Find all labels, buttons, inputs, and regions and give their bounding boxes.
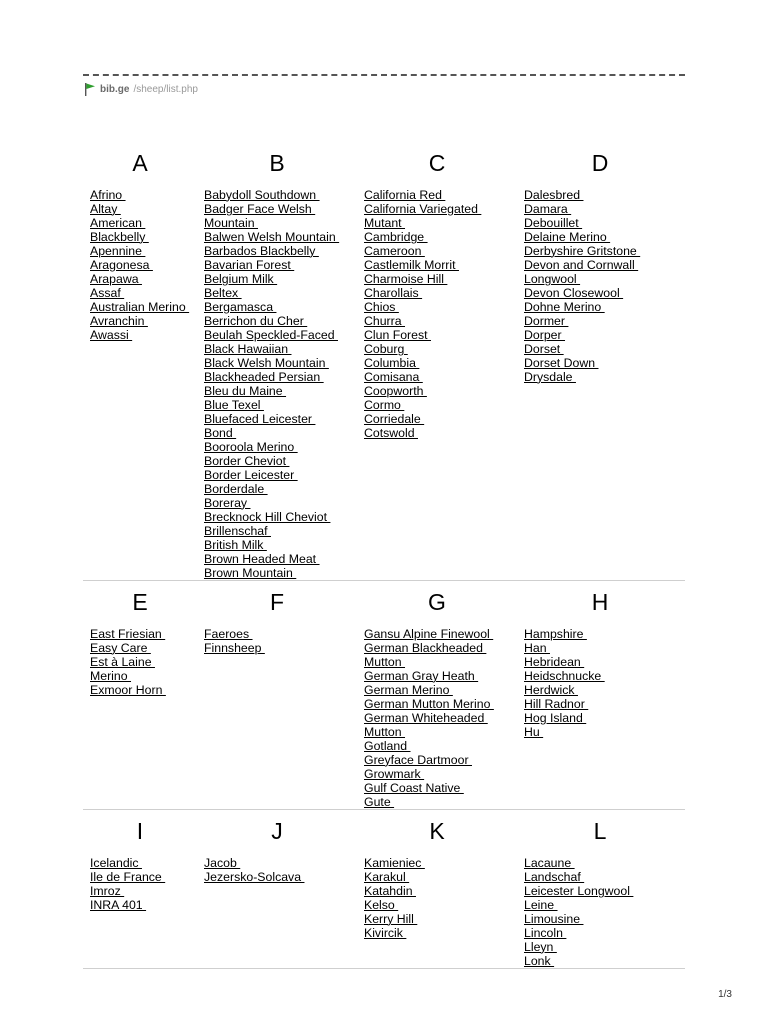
list-item [204,272,339,286]
breed-link[interactable]: Devon and Cornwall [524,258,639,272]
page-number: 1/3 [718,989,732,1000]
section-divider [83,809,685,810]
list-item [364,627,494,641]
list-item [204,216,339,230]
list-item [90,244,189,258]
list-item [524,202,640,216]
breed-list-j [204,856,304,884]
breed-link[interactable]: Gute [364,795,395,809]
letter-heading-h: H [591,589,609,615]
list-item [524,216,640,230]
list-item [364,697,494,711]
list-item [204,384,339,398]
list-item [364,384,481,398]
list-item [364,230,481,244]
list-item [524,884,633,898]
url-path: /sheep/list.php [133,83,198,95]
breed-link[interactable]: Kerry Hill [364,912,418,926]
breed-link[interactable]: Hampshire [524,627,587,641]
list-item [204,286,339,300]
list-item [90,300,189,314]
breed-link[interactable]: American [90,216,146,230]
list-item [204,412,339,426]
breed-link[interactable]: Dorper [524,328,566,342]
breed-link[interactable]: Brown Headed Meat [204,552,320,566]
breed-link[interactable]: Delaine Merino [524,230,611,244]
breed-link[interactable]: Afrino [90,188,126,202]
breed-link[interactable]: Leine [524,898,558,912]
breed-link[interactable]: Mutton [364,655,406,669]
list-item [364,926,425,940]
list-item [90,314,189,328]
breed-link[interactable]: Awassi [90,328,133,342]
breed-link[interactable]: Dorset [524,342,564,356]
breed-link[interactable]: Bleu du Maine [204,384,287,398]
breed-link[interactable]: Beulah Speckled-Faced [204,328,338,342]
breed-link[interactable]: Exmoor Horn [90,683,166,697]
breed-link[interactable]: Charmoise Hill [364,272,448,286]
list-item [204,482,339,496]
list-item [90,627,166,641]
list-item [524,272,640,286]
breed-link[interactable]: Gulf Coast Native [364,781,464,795]
breed-link[interactable]: California Red [364,188,446,202]
breed-link[interactable]: Mutton [364,725,406,739]
list-item [364,216,481,230]
list-item [364,856,425,870]
list-item [90,272,189,286]
list-item [524,697,605,711]
section-divider [83,968,685,969]
breed-link[interactable]: Herdwick [524,683,578,697]
breed-link[interactable]: Hog Island [524,711,587,725]
breed-link[interactable]: Heidschnucke [524,669,605,683]
list-item [364,356,481,370]
list-item [524,300,640,314]
list-item [364,711,494,725]
breed-link[interactable]: Jezersko-Solcava [204,870,305,884]
list-item [364,795,494,809]
breed-link[interactable]: Cormo [364,398,405,412]
breed-link[interactable]: Landschaf [524,870,585,884]
list-item [90,258,189,272]
breed-link[interactable]: Apennine [90,244,146,258]
list-item [364,912,425,926]
breed-link[interactable]: Debouillet [524,216,583,230]
breed-link[interactable]: Merino [90,669,132,683]
list-item [364,655,494,669]
list-item [204,552,339,566]
list-item [364,683,494,697]
list-item [364,898,425,912]
breed-link[interactable]: Mountain [204,216,259,230]
list-item [204,258,339,272]
breed-link[interactable]: German Mutton Merino [364,697,494,711]
list-item [364,314,481,328]
list-item [364,781,494,795]
breed-link[interactable]: Devon Closewool [524,286,624,300]
breed-link[interactable]: Easy Care [90,641,151,655]
list-item [90,328,189,342]
list-item [204,230,339,244]
breed-link[interactable]: Est à Laine [90,655,155,669]
breed-link[interactable]: Imroz [90,884,125,898]
list-item [524,954,633,968]
breed-link[interactable]: Corriedale [364,412,425,426]
breed-link[interactable]: Bavarian Forest [204,258,295,272]
breed-link[interactable]: Lincoln [524,926,567,940]
breed-link[interactable]: Badger Face Welsh [204,202,316,216]
breed-list-a [90,188,189,342]
breed-link[interactable]: Icelandic [90,856,142,870]
list-item [364,300,481,314]
breed-link[interactable]: Kivircik [364,926,407,940]
list-item [204,468,339,482]
list-item [524,342,640,356]
breed-link[interactable]: Hebridean [524,655,585,669]
list-item [204,538,339,552]
list-item [90,655,166,669]
breed-link[interactable]: Assaf [90,286,125,300]
breed-link[interactable]: Beltex [204,286,242,300]
list-item [364,342,481,356]
breed-link[interactable]: Blackheaded Persian [204,370,324,384]
breed-link[interactable]: California Variegated [364,202,482,216]
list-item [204,188,339,202]
list-item [204,202,339,216]
list-item [524,870,633,884]
list-item [204,244,339,258]
breed-link[interactable]: Leicester Longwool [524,884,634,898]
breed-link[interactable]: Chios [364,300,399,314]
list-item [364,258,481,272]
letter-heading-d: D [591,150,609,176]
breed-link[interactable]: Greyface Dartmoor [364,753,472,767]
list-item [524,912,633,926]
list-item [364,739,494,753]
breed-link[interactable]: Berrichon du Cher [204,314,308,328]
breed-link[interactable]: Limousine [524,912,584,926]
list-item [524,188,640,202]
list-item [524,725,605,739]
breed-link[interactable]: Karakul [364,870,410,884]
list-item [204,440,339,454]
breed-link[interactable]: Columbia [364,356,420,370]
list-item [204,426,339,440]
breed-list-l [524,856,633,968]
breed-list-i [90,856,165,912]
breed-link[interactable]: Altay [90,202,121,216]
breed-link[interactable]: Border Cheviot [204,454,290,468]
breed-link[interactable]: German Merino [364,683,453,697]
list-item [524,230,640,244]
list-item [90,898,165,912]
breed-link[interactable]: Dormer [524,314,569,328]
letter-heading-a: A [132,150,148,176]
breed-link[interactable]: Castlemilk Morrit [364,258,459,272]
breed-link[interactable]: Blackbelly [90,230,149,244]
list-item [364,426,481,440]
letter-heading-k: K [429,818,445,844]
list-item [204,314,339,328]
list-item [204,356,339,370]
breed-link[interactable]: Balwen Welsh Mountain [204,230,340,244]
breed-link[interactable]: Dohne Merino [524,300,605,314]
breed-list-b [204,188,339,580]
breed-link[interactable]: Han [524,641,550,655]
breed-link[interactable]: Cameroon [364,244,425,258]
list-item [524,244,640,258]
section-divider [83,580,685,581]
breed-link[interactable]: Lonk [524,954,555,968]
list-item [364,870,425,884]
breed-list-e [90,627,166,697]
breed-link[interactable]: Growmark [364,767,425,781]
list-item [90,884,165,898]
breed-link[interactable]: German Whiteheaded [364,711,488,725]
breed-link[interactable]: Brillenschaf [204,524,271,538]
list-item [364,725,494,739]
list-item [364,767,494,781]
list-item [90,856,165,870]
list-item [364,202,481,216]
list-item [364,370,481,384]
list-item [90,683,166,697]
breed-link[interactable]: Longwool [524,272,581,286]
list-item [524,314,640,328]
list-item [204,370,339,384]
breed-link[interactable]: Jacob [204,856,241,870]
breed-link[interactable]: Churra [364,314,406,328]
breed-link[interactable]: East Friesian [90,627,166,641]
breed-link[interactable]: Lleyn [524,940,557,954]
list-item [364,328,481,342]
list-item [524,940,633,954]
breed-link[interactable]: Barbados Blackbelly [204,244,319,258]
list-item [204,856,304,870]
breed-link[interactable]: Cambridge [364,230,428,244]
breed-link[interactable]: British Milk [204,538,267,552]
breed-link[interactable]: Dorset Down [524,356,599,370]
breed-link[interactable]: Bond [204,426,237,440]
letter-heading-j: J [271,818,283,844]
list-item [524,655,605,669]
letter-heading-l: L [593,818,607,844]
list-item [90,641,166,655]
breed-list-d [524,188,640,384]
list-item [204,454,339,468]
letter-heading-b: B [269,150,285,176]
breed-list-h [524,627,605,739]
list-item [90,230,189,244]
list-item [364,188,481,202]
list-item [90,202,189,216]
list-item [524,669,605,683]
breed-list-k [364,856,425,940]
list-item [204,627,265,641]
list-item [524,328,640,342]
list-item [204,566,339,580]
list-item [90,286,189,300]
list-item [524,683,605,697]
list-item [524,926,633,940]
list-item [524,641,605,655]
list-item [204,398,339,412]
breed-link[interactable]: Hu [524,725,544,739]
breed-link[interactable]: Katahdin [364,884,416,898]
letter-heading-f: F [269,589,285,615]
list-item [204,524,339,538]
list-item [204,641,265,655]
list-item [524,286,640,300]
breed-link[interactable]: Boreray [204,496,251,510]
breed-link[interactable]: Charollais [364,286,423,300]
breed-link[interactable]: Faeroes [204,627,253,641]
breed-link[interactable]: Black Hawaiian [204,342,292,356]
breed-link[interactable]: Booroola Merino [204,440,298,454]
list-item [524,856,633,870]
list-item [204,496,339,510]
list-item [364,884,425,898]
list-item [204,342,339,356]
breed-link[interactable]: Derbyshire Gritstone [524,244,641,258]
breed-link[interactable]: Avranchin [90,314,148,328]
green-flag-icon [84,83,96,96]
list-item [364,753,494,767]
breed-link[interactable]: Blue Texel [204,398,264,412]
url-domain: bib.ge [100,83,130,95]
breed-link[interactable]: Lacaune [524,856,575,870]
list-item [364,641,494,655]
top-dashed-rule [83,74,685,76]
breed-link[interactable]: Comisana [364,370,423,384]
list-item [90,216,189,230]
breed-link[interactable]: Kamieniec [364,856,425,870]
breed-link[interactable]: Gansu Alpine Finewool [364,627,494,641]
list-item [524,370,640,384]
breed-link[interactable]: Coburg [364,342,408,356]
list-item [90,188,189,202]
list-item [524,356,640,370]
list-item [364,398,481,412]
list-item [524,258,640,272]
list-item [204,870,304,884]
breed-link[interactable]: Belgium Milk [204,272,278,286]
list-item [364,244,481,258]
list-item [364,669,494,683]
letter-heading-i: I [136,818,144,844]
breed-link[interactable]: Australian Merino [90,300,190,314]
breed-link[interactable]: Damara [524,202,572,216]
letter-heading-c: C [428,150,446,176]
list-item [204,510,339,524]
list-item [524,627,605,641]
breed-link[interactable]: Mutant [364,216,406,230]
breed-link[interactable]: Border Leicester [204,468,298,482]
breed-link[interactable]: Kelso [364,898,399,912]
breed-link[interactable]: Gotland [364,739,411,753]
breed-link[interactable]: Bluefaced Leicester [204,412,316,426]
breed-link[interactable]: Finnsheep [204,641,265,655]
breed-link[interactable]: Drysdale [524,370,576,384]
breed-link[interactable]: Ile de France [90,870,166,884]
breed-link[interactable]: Dalesbred [524,188,584,202]
breed-list-f [204,627,265,655]
breed-link[interactable]: Brecknock Hill Cheviot [204,510,331,524]
breed-link[interactable]: German Blackheaded [364,641,487,655]
breed-link[interactable]: Coopworth [364,384,427,398]
breed-link[interactable]: Black Welsh Mountain [204,356,329,370]
list-item [204,328,339,342]
list-item [524,898,633,912]
breed-link[interactable]: Hill Radnor [524,697,589,711]
breed-link[interactable]: Brown Mountain [204,566,297,580]
breed-link[interactable]: Bergamasca [204,300,277,314]
list-item [364,286,481,300]
breed-link[interactable]: German Gray Heath [364,669,479,683]
breed-link[interactable]: Cotswold [364,426,418,440]
breed-link[interactable]: Arapawa [90,272,142,286]
breed-link[interactable]: Babydoll Southdown [204,188,320,202]
breed-list-c [364,188,481,440]
list-item [90,669,166,683]
list-item [204,300,339,314]
breed-link[interactable]: INRA 401 [90,898,147,912]
source-url[interactable] [84,82,198,96]
list-item [524,711,605,725]
breed-link[interactable]: Borderdale [204,482,268,496]
list-item [364,272,481,286]
list-item [364,412,481,426]
breed-list-g [364,627,494,809]
letter-heading-g: G [428,589,446,615]
breed-link[interactable]: Aragonesa [90,258,153,272]
letter-heading-e: E [132,589,148,615]
breed-link[interactable]: Clun Forest [364,328,431,342]
list-item [90,870,165,884]
